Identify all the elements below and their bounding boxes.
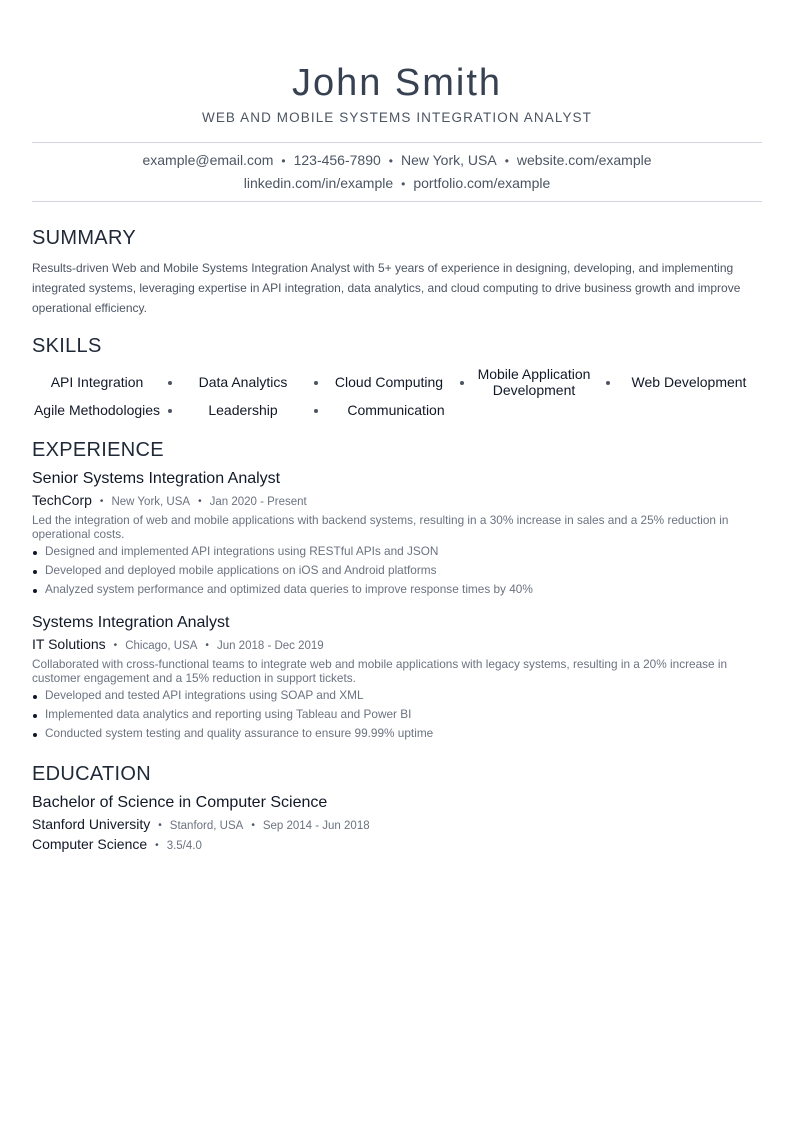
skill-item: Mobile Application Development bbox=[477, 366, 591, 398]
skill-separator bbox=[460, 381, 464, 385]
degree-title: Bachelor of Science in Computer Science bbox=[32, 794, 328, 811]
skill-item: Data Analytics bbox=[198, 374, 288, 390]
separator-dot: • bbox=[388, 154, 393, 168]
school-location: Stanford, USA bbox=[169, 820, 244, 832]
bullet-icon bbox=[33, 589, 37, 593]
job-bullet bbox=[32, 563, 762, 577]
contact-linkedin[interactable]: linkedin.com/in/example bbox=[243, 175, 394, 191]
contact-line-1 bbox=[32, 152, 762, 168]
skill-item: Communication bbox=[347, 402, 445, 418]
resume-page bbox=[32, 0, 762, 1123]
skill-separator bbox=[314, 409, 318, 413]
company-name: TechCorp bbox=[32, 492, 92, 508]
candidate-name: John Smith bbox=[291, 62, 503, 104]
job-dates: Jan 2020 - Present bbox=[209, 496, 307, 508]
bullet-text: Designed and implemented API integrations using RESTful APIs and JSON bbox=[45, 544, 439, 558]
bullet-text: Analyzed system performance and optimized data queries to improve response times by 40% bbox=[45, 582, 533, 596]
separator-dot: • bbox=[401, 177, 406, 191]
job-title: Systems Integration Analyst bbox=[32, 614, 230, 631]
gpa-value: 3.5/4.0 bbox=[166, 840, 202, 852]
skill-separator bbox=[606, 381, 610, 385]
separator-dot: • bbox=[158, 820, 162, 831]
education-dates: Sep 2014 - Jun 2018 bbox=[262, 820, 370, 832]
education-heading: EDUCATION bbox=[32, 763, 151, 785]
bullet-text: Implemented data analytics and reporting using Tableau and Power BI bbox=[45, 707, 412, 721]
divider-bottom bbox=[32, 201, 762, 202]
contact-phone[interactable]: 123-456-7890 bbox=[293, 152, 381, 168]
experience-heading: EXPERIENCE bbox=[32, 439, 164, 461]
bullet-icon bbox=[33, 714, 37, 718]
candidate-title: WEB AND MOBILE SYSTEMS INTEGRATION ANALYST bbox=[201, 110, 592, 125]
company-name: IT Solutions bbox=[32, 636, 106, 652]
job-meta bbox=[32, 636, 324, 654]
skill-separator bbox=[314, 381, 318, 385]
skill-item: Leadership bbox=[208, 402, 278, 418]
major-name: Computer Science bbox=[32, 836, 148, 852]
skill-item: Cloud Computing bbox=[334, 374, 444, 390]
job-dates: Jun 2018 - Dec 2019 bbox=[216, 640, 324, 652]
separator-dot: • bbox=[251, 820, 255, 831]
separator-dot: • bbox=[155, 840, 159, 851]
education-meta bbox=[32, 816, 370, 834]
contact-portfolio[interactable]: portfolio.com/example bbox=[413, 175, 551, 191]
contact-email[interactable]: example@email.com bbox=[142, 152, 274, 168]
job-location: New York, USA bbox=[111, 496, 191, 508]
job-meta bbox=[32, 492, 307, 510]
bullet-icon bbox=[33, 570, 37, 574]
major-meta bbox=[32, 836, 202, 854]
separator-dot: • bbox=[113, 640, 118, 651]
bullet-icon bbox=[33, 551, 37, 555]
job-title: Senior Systems Integration Analyst bbox=[32, 470, 281, 487]
contact-website[interactable]: website.com/example bbox=[516, 152, 652, 168]
bullet-icon bbox=[33, 695, 37, 699]
summary-text: Results-driven Web and Mobile Systems Integration Analyst with 5+ years of experience in designing, developing, and implementing integrated systems, leveraging expertise in API integration, data analytics, and cloud computing to drive business growth and improve operational efficiency. bbox=[32, 261, 741, 315]
skill-item: API Integration bbox=[50, 374, 144, 390]
job-bullet bbox=[32, 707, 762, 721]
job-bullet bbox=[32, 688, 762, 702]
separator-dot: • bbox=[205, 640, 209, 651]
bullet-icon bbox=[33, 733, 37, 737]
bullet-text: Conducted system testing and quality assurance to ensure 99.99% uptime bbox=[45, 726, 434, 740]
contact-location: New York, USA bbox=[400, 152, 497, 168]
separator-dot: • bbox=[99, 496, 104, 507]
job-bullet bbox=[32, 582, 762, 596]
job-description: Collaborated with cross-functional teams to integrate web and mobile applications with legacy systems, resulting in a 20% increase in customer engagement and a 15% reduction in support tickets. bbox=[32, 657, 728, 685]
separator-dot: • bbox=[281, 154, 286, 168]
job-location: Chicago, USA bbox=[125, 640, 198, 652]
summary-heading: SUMMARY bbox=[32, 227, 136, 249]
skill-item: Web Development bbox=[631, 374, 747, 390]
skills-heading: SKILLS bbox=[32, 335, 102, 357]
skill-separator bbox=[168, 409, 172, 413]
bullet-text: Developed and deployed mobile applications on iOS and Android platforms bbox=[45, 563, 437, 577]
job-description: Led the integration of web and mobile applications with backend systems, resulting in a 30% increase in sales and a 25% reduction in operational costs. bbox=[32, 513, 729, 541]
divider-top bbox=[32, 142, 762, 143]
skill-item: Agile Methodologies bbox=[33, 402, 161, 418]
job-bullet bbox=[32, 726, 762, 740]
separator-dot: • bbox=[504, 154, 509, 168]
school-name: Stanford University bbox=[32, 816, 151, 832]
separator-dot: • bbox=[198, 496, 202, 507]
bullet-text: Developed and tested API integrations using SOAP and XML bbox=[45, 688, 364, 702]
skill-separator bbox=[168, 381, 172, 385]
contact-line-2 bbox=[32, 175, 762, 191]
job-bullet bbox=[32, 544, 762, 558]
